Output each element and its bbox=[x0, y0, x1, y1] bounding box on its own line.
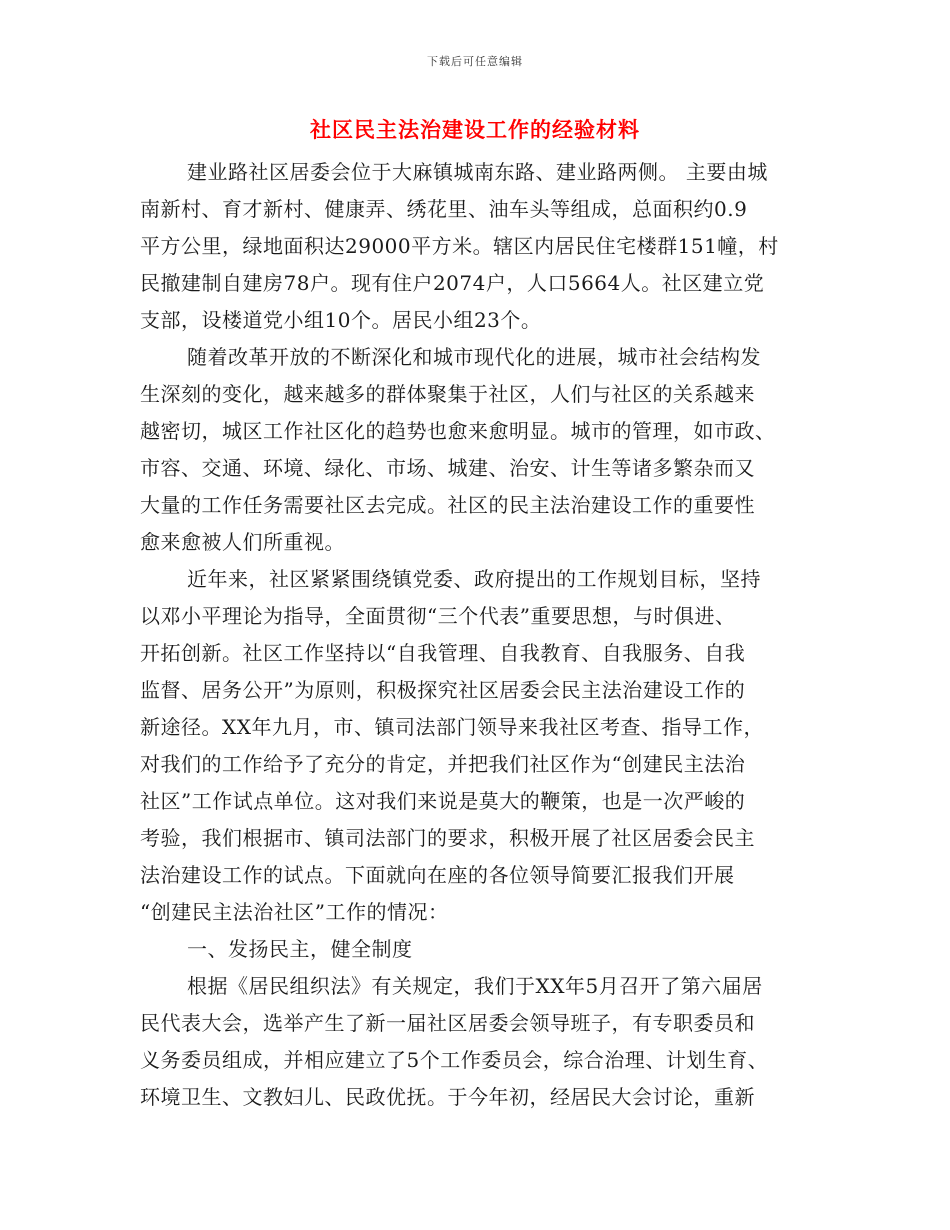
text-line: “创建民主法治社区”工作的情况： bbox=[140, 900, 449, 924]
text-line: 环境卫生、文教妇儿、民政优抚。于今年初，经居民大会讨论，重新 bbox=[140, 1085, 755, 1109]
text-line: 平方公里，绿地面积达29000平方米。辖区内居民住宅楼群151幢，村 bbox=[140, 234, 779, 258]
document-body bbox=[140, 154, 820, 1116]
text-line: 监督、居务公开”为原则，积极探究社区居委会民主法治建设工作的 bbox=[140, 678, 746, 702]
text-line: 以邓小平理论为指导，全面贯彻“三个代表”重要思想，与时俱进、 bbox=[140, 604, 736, 628]
text-line: 愈来愈被人们所重视。 bbox=[140, 530, 345, 554]
text-line: 民撤建制自建房78户。现有住户2074户，人口5664人。社区建立党 bbox=[140, 271, 765, 295]
text-line: 法治建设工作的试点。下面就向在座的各位领导简要汇报我们开展 bbox=[140, 863, 735, 887]
text-line: 对我们的工作给予了充分的肯定，并把我们社区作为“创建民主法治 bbox=[140, 752, 746, 776]
document-title: 社区民主法治建设工作的经验材料 bbox=[310, 117, 640, 142]
header-note: 下载后可任意编辑 bbox=[427, 55, 523, 68]
text-line: 南新村、育才新村、健康弄、绣花里、油车头等组成，总面积约0.9 bbox=[140, 197, 748, 221]
text-line: 近年来，社区紧紧围绕镇党委、政府提出的工作规划目标，坚持 bbox=[187, 567, 761, 591]
text-line: 开拓创新。社区工作坚持以“自我管理、自我教育、自我服务、自我 bbox=[140, 641, 746, 665]
text-line: 新途径。XX年九月，市、镇司法部门领导来我社区考查、指导工作， bbox=[140, 715, 764, 739]
text-line: 考验，我们根据市、镇司法部门的要求，积极开展了社区居委会民主 bbox=[140, 826, 755, 850]
text-line: 一、发扬民主，健全制度 bbox=[187, 937, 413, 961]
text-line: 生深刻的变化，越来越多的群体聚集于社区，人们与社区的关系越来 bbox=[140, 382, 755, 406]
text-line: 建业路社区居委会位于大麻镇城南东路、建业路两侧。 主要由城 bbox=[187, 160, 768, 184]
text-line: 大量的工作任务需要社区去完成。社区的民主法治建设工作的重要性 bbox=[140, 493, 755, 517]
text-line: 义务委员组成，并相应建立了5个工作委员会，综合治理、计划生育、 bbox=[140, 1048, 769, 1072]
text-line: 社区”工作试点单位。这对我们来说是莫大的鞭策，也是一次严峻的 bbox=[140, 789, 746, 813]
text-line: 根据《居民组织法》有关规定，我们于XX年5月召开了第六届居 bbox=[187, 974, 763, 998]
text-line: 随着改革开放的不断深化和城市现代化的进展，城市社会结构发 bbox=[187, 345, 761, 369]
text-line: 支部，设楼道党小组10个。居民小组23个。 bbox=[140, 308, 542, 332]
text-line: 越密切，城区工作社区化的趋势也愈来愈明显。城市的管理，如市政、 bbox=[140, 419, 776, 443]
text-line: 市容、交通、环境、绿化、市场、城建、治安、计生等诸多繁杂而又 bbox=[140, 456, 755, 480]
text-line: 民代表大会，选举产生了新一届社区居委会领导班子，有专职委员和 bbox=[140, 1011, 755, 1035]
